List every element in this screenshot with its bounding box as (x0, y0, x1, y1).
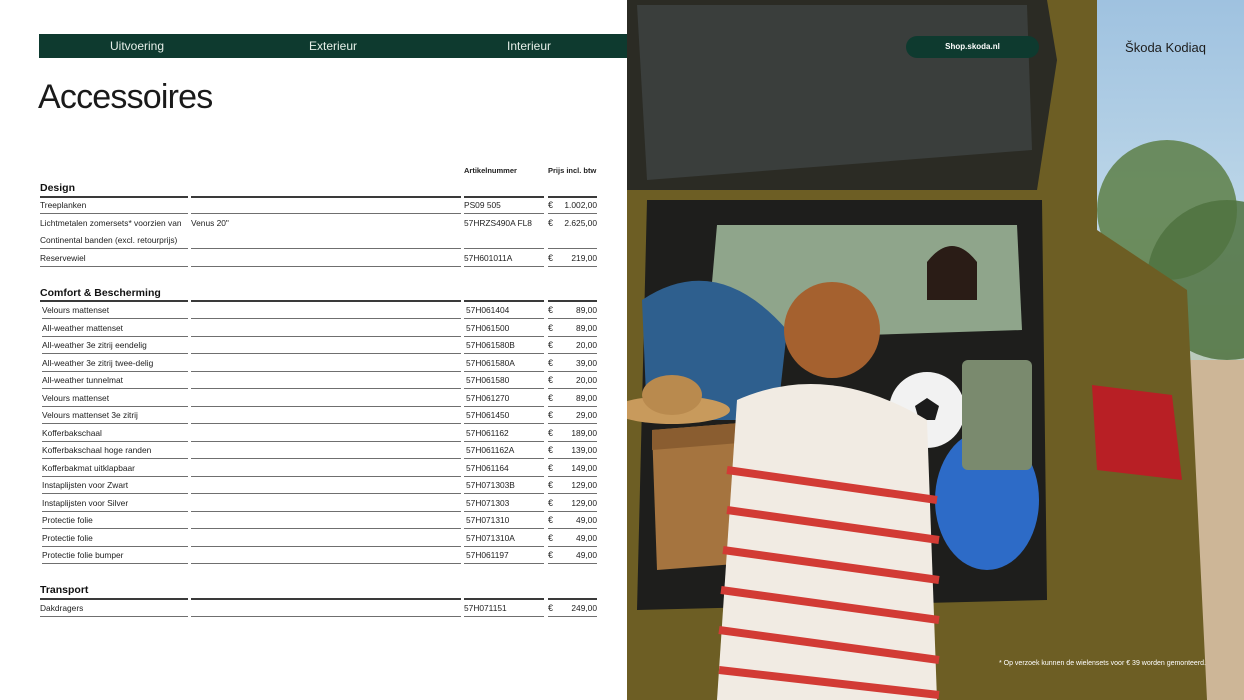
row-divider (191, 318, 461, 319)
row-divider (464, 318, 544, 319)
item-label: Reservewiel (40, 253, 86, 263)
item-price: 249,00 (571, 603, 597, 613)
row-divider (191, 441, 461, 442)
row-divider (548, 528, 597, 529)
column-header-price: Prijs incl. btw (548, 166, 597, 175)
item-article: 57H061580 (466, 375, 510, 385)
row-divider (464, 371, 544, 372)
item-price: 149,00 (571, 462, 597, 473)
row-divider (42, 388, 188, 389)
row-divider (464, 248, 544, 249)
item-article: 57H061197 (466, 550, 509, 560)
row-divider (464, 266, 544, 267)
item-article: 57H071151 (464, 603, 507, 613)
item-label: All-weather 3e zitrij twee-delig (42, 357, 154, 368)
row-divider (42, 318, 188, 319)
currency-symbol: € (548, 200, 554, 210)
row-divider (464, 616, 544, 617)
row-divider (548, 493, 597, 494)
section-title-transport: Transport (40, 584, 89, 596)
currency-symbol: € (548, 340, 554, 350)
row-divider (548, 458, 597, 459)
row-divider (42, 458, 188, 459)
divider (191, 300, 461, 302)
row-divider (548, 546, 597, 547)
row-divider (42, 493, 188, 494)
item-article: 57H061162 (466, 427, 509, 438)
row-divider (548, 423, 597, 424)
page-title: Accessoires (38, 78, 213, 116)
item-label-continued: Continental banden (excl. retourprijs) (40, 235, 178, 245)
row-divider (191, 493, 461, 494)
item-label: Protectie folie (42, 515, 93, 525)
row-divider (191, 213, 461, 214)
item-article: 57H061270 (466, 392, 510, 403)
currency-symbol: € (548, 550, 554, 560)
row-divider (464, 458, 544, 459)
item-label: Kofferbakschaal (42, 427, 102, 438)
row-divider (191, 371, 461, 372)
row-divider (191, 248, 461, 249)
item-price: 20,00 (576, 375, 597, 385)
item-price: 189,00 (571, 427, 597, 438)
currency-symbol: € (548, 497, 554, 508)
photo-illustration (627, 0, 1244, 700)
row-divider (464, 476, 544, 477)
row-divider (40, 248, 188, 249)
item-article: 57H601011A (464, 253, 513, 263)
item-label: Treeplanken (40, 200, 87, 210)
currency-symbol: € (548, 322, 554, 333)
row-divider (464, 563, 544, 564)
currency-symbol: € (548, 375, 554, 385)
row-divider (42, 371, 188, 372)
row-divider (548, 353, 597, 354)
item-article: 57H061164 (466, 462, 509, 473)
currency-symbol: € (548, 445, 554, 455)
section-title-design: Design (40, 182, 76, 194)
item-article: 57H071310 (466, 515, 510, 525)
divider (191, 598, 461, 600)
row-divider (548, 563, 597, 564)
currency-symbol: € (548, 410, 554, 420)
row-divider (42, 546, 188, 547)
footnote: * Op verzoek kunnen de wielensets voor € 39 worden gemonteerd. (998, 660, 1206, 667)
divider (191, 196, 461, 198)
currency-symbol: € (548, 603, 554, 613)
row-divider (464, 388, 544, 389)
item-label: Instaplijsten voor Zwart (42, 480, 129, 490)
currency-symbol: € (548, 532, 554, 543)
item-label: Dakdragers (40, 603, 84, 613)
row-divider (42, 441, 188, 442)
row-divider (191, 423, 461, 424)
row-divider (548, 266, 597, 267)
item-price: 49,00 (576, 532, 597, 543)
currency-symbol: € (548, 515, 554, 525)
divider (548, 598, 597, 600)
divider (464, 300, 544, 302)
row-divider (464, 546, 544, 547)
item-label: Velours mattenset (42, 392, 110, 403)
row-divider (40, 213, 188, 214)
row-divider (191, 388, 461, 389)
row-divider (464, 423, 544, 424)
row-divider (464, 511, 544, 512)
item-label: Velours mattenset 3e zitrij (42, 410, 138, 420)
row-divider (191, 336, 461, 337)
item-price: 1.002,00 (564, 200, 597, 210)
row-divider (191, 563, 461, 564)
item-label: All-weather mattenset (42, 322, 123, 333)
row-divider (548, 318, 597, 319)
item-article: 57H071303B (466, 480, 515, 490)
row-divider (464, 493, 544, 494)
item-price: 39,00 (576, 357, 597, 368)
row-divider (42, 563, 188, 564)
currency-symbol: € (548, 462, 554, 473)
row-divider (42, 406, 188, 407)
item-label: All-weather 3e zitrij eendelig (42, 340, 147, 350)
row-divider (191, 546, 461, 547)
row-divider (191, 353, 461, 354)
currency-symbol: € (548, 427, 554, 438)
row-divider (191, 406, 461, 407)
row-divider (42, 353, 188, 354)
currency-symbol: € (548, 305, 554, 315)
row-divider (40, 616, 188, 617)
item-article: 57HRZS490A FL8 (464, 218, 532, 228)
currency-symbol: € (548, 392, 554, 403)
item-label: All-weather tunnelmat (42, 375, 123, 385)
item-article: 57H061580B (466, 340, 515, 350)
row-divider (42, 336, 188, 337)
row-divider (191, 266, 461, 267)
row-divider (191, 476, 461, 477)
currency-symbol: € (548, 218, 554, 228)
row-divider (40, 266, 188, 267)
item-article: 57H061580A (466, 357, 515, 368)
row-divider (464, 336, 544, 337)
row-divider (42, 476, 188, 477)
section-title-comfort-bescherming: Comfort & Bescherming (40, 287, 161, 299)
row-divider (464, 441, 544, 442)
item-label: Kofferbakschaal hoge randen (42, 445, 152, 455)
row-divider (548, 248, 597, 249)
divider (40, 300, 188, 302)
column-header-article: Artikelnummer (464, 166, 517, 175)
currency-symbol: € (548, 253, 554, 263)
nav-tab-interieur[interactable]: Interieur (506, 39, 552, 53)
row-divider (548, 213, 597, 214)
divider (40, 598, 188, 600)
item-price: 29,00 (576, 410, 597, 420)
item-label: Velours mattenset (42, 305, 110, 315)
row-divider (191, 511, 461, 512)
row-divider (464, 528, 544, 529)
row-divider (191, 616, 461, 617)
divider (40, 196, 188, 198)
row-divider (548, 616, 597, 617)
row-divider (548, 371, 597, 372)
item-price: 129,00 (571, 480, 597, 490)
row-divider (464, 213, 544, 214)
item-price: 139,00 (571, 445, 597, 455)
row-divider (42, 423, 188, 424)
row-divider (548, 476, 597, 477)
item-price: 49,00 (576, 515, 597, 525)
currency-symbol: € (548, 357, 554, 368)
item-article: 57H071310A (466, 532, 515, 543)
item-price: 89,00 (576, 305, 597, 315)
divider (464, 196, 544, 198)
divider (548, 196, 597, 198)
item-price: 89,00 (576, 322, 597, 333)
item-article: 57H061450 (466, 410, 510, 420)
divider (464, 598, 544, 600)
currency-symbol: € (548, 480, 554, 490)
row-divider (464, 353, 544, 354)
brand-model-name: Škoda Kodiaq (1125, 40, 1206, 55)
item-price: 49,00 (576, 550, 597, 560)
row-divider (42, 528, 188, 529)
item-price: 2.625,00 (564, 218, 597, 228)
item-label: Kofferbakmat uitklapbaar (42, 462, 135, 473)
row-divider (548, 511, 597, 512)
item-price: 20,00 (576, 340, 597, 350)
row-divider (191, 528, 461, 529)
item-price: 89,00 (576, 392, 597, 403)
shop-link-button[interactable]: Shop.skoda.nl (906, 36, 1039, 58)
item-label: Instaplijsten voor Silver (42, 497, 129, 508)
item-article: 57H071303 (466, 497, 510, 508)
item-article: 57H061500 (466, 322, 510, 333)
nav-tab-uitvoering[interactable]: Uitvoering (109, 39, 165, 53)
divider (548, 300, 597, 302)
item-label: Protectie folie (42, 532, 93, 543)
item-article: 57H061404 (466, 305, 510, 315)
item-label: Protectie folie bumper (42, 550, 124, 560)
item-variant: Venus 20" (191, 218, 229, 228)
item-article: PS09 505 (464, 200, 501, 210)
row-divider (191, 458, 461, 459)
item-label: Lichtmetalen zomersets* voorzien van (40, 218, 182, 228)
car-trunk-photo (627, 0, 1244, 700)
row-divider (548, 388, 597, 389)
item-price: 129,00 (571, 497, 597, 508)
item-price: 219,00 (571, 253, 597, 263)
row-divider (548, 336, 597, 337)
item-article: 57H061162A (466, 445, 515, 455)
row-divider (548, 406, 597, 407)
row-divider (42, 511, 188, 512)
row-divider (548, 441, 597, 442)
row-divider (464, 406, 544, 407)
nav-tab-exterieur[interactable]: Exterieur (308, 39, 358, 53)
